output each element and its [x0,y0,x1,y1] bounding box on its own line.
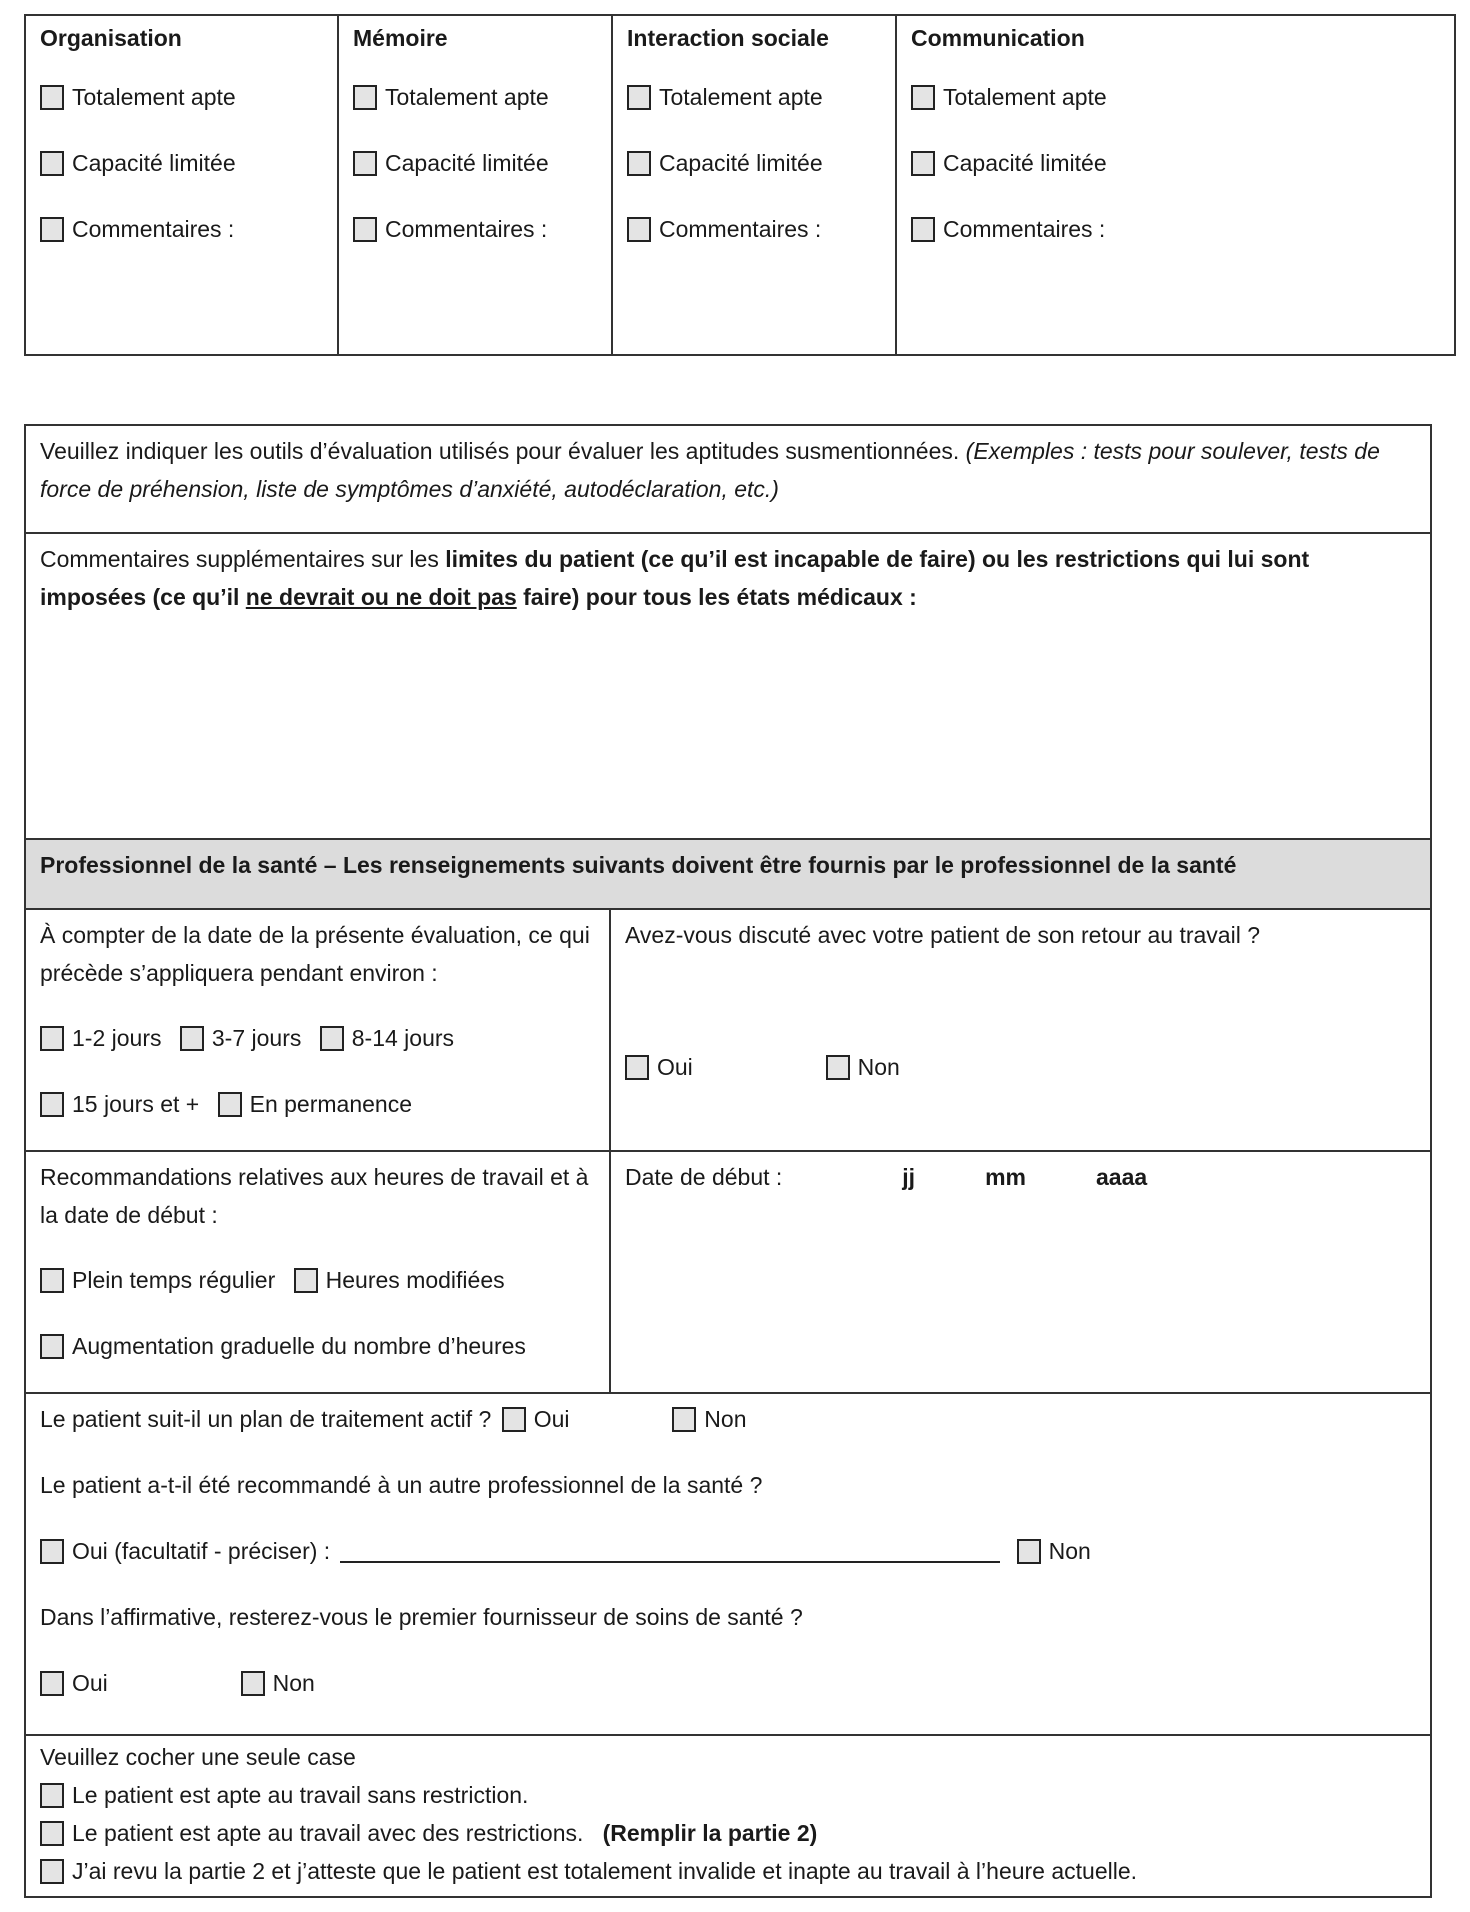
option-label: Totalement apte [385,84,549,110]
column-title: Communication [911,25,1085,51]
option-label: 15 jours et + [72,1091,200,1117]
duration-options-row-1 [40,1018,595,1058]
checkbox[interactable] [353,217,377,242]
duration-label: À compter de la date de la présente évaluation, ce qui précède s’appliquera pendant environ : [40,922,590,986]
referral-yes-checkbox[interactable] [40,1539,64,1564]
option-label: Heures modifiées [325,1267,505,1293]
hours-label: Recommandations relatives aux heures de travail et à la date de début : [40,1164,589,1228]
column-communication [897,16,1454,354]
option-label: Totalement apte [72,84,236,110]
option-label: Capacité limitée [659,150,823,176]
option-label: Oui [72,1670,108,1696]
duration-cell [26,910,611,1150]
section-header: Professionnel de la santé – Les renseignements suivants doivent être fournis par le professionnel de la santé [26,840,1430,910]
hours-options-row-1 [40,1260,595,1300]
referral-specify-input[interactable] [340,1537,1000,1563]
duration-rtw-row [26,910,1430,1152]
option-label: Plein temps régulier [72,1267,276,1293]
duration-options-row-2 [40,1084,595,1124]
primary-provider-no-checkbox[interactable] [241,1671,265,1696]
option-label: Commentaires : [72,216,235,242]
hours-start-date-row [26,1152,1430,1394]
option-label: Le patient est apte au travail sans restriction. [72,1782,529,1808]
fitness-option-2-checkbox[interactable] [40,1821,64,1846]
limitations-label: Commentaires supplémentaires sur les [40,546,446,572]
rtw-yes-checkbox[interactable] [625,1055,649,1080]
option-label: J’ai revu la partie 2 et j’atteste que le patient est totalement invalide et inapte au travail à l’heure actuelle. [72,1858,1138,1884]
option-note: (Remplir la partie 2) [602,1820,818,1846]
checkbox[interactable] [911,151,935,176]
option-label: Capacité limitée [72,150,236,176]
option-label: 1-2 jours [72,1025,162,1051]
treatment-no-checkbox[interactable] [672,1407,696,1432]
start-date-day[interactable]: jj [902,1164,916,1190]
option-label: Totalement apte [943,84,1107,110]
checkbox[interactable] [353,85,377,110]
option-label: Oui (facultatif - préciser) : [72,1538,331,1564]
column-memoire [339,16,613,354]
referral-label: Le patient a-t-il été recommandé à un autre professionnel de la santé ? [40,1472,763,1498]
fitness-option-1-checkbox[interactable] [40,1783,64,1808]
start-date-label: Date de début : [625,1164,783,1190]
option-label: 8-14 jours [351,1025,455,1051]
ability-grid [24,14,1456,356]
option-label: 3-7 jours [211,1025,302,1051]
option-label: Oui [533,1406,570,1432]
start-date-year[interactable]: aaaa [1095,1164,1148,1190]
treatment-referral-row [26,1394,1430,1736]
checkbox[interactable] [40,1092,64,1117]
option-label: Augmentation graduelle du nombre d’heures [72,1333,526,1359]
checkbox[interactable] [627,151,651,176]
option-label: Oui [657,1054,693,1080]
start-date-cell[interactable] [611,1152,1430,1392]
assessment-tools-examples: (Exemples : tests pour soulever, tests de force de préhension, liste de symptômes d’anxiété, autodéclaration, etc.) [40,438,1380,502]
referral-no-checkbox[interactable] [1017,1539,1041,1564]
assessment-tools-label: Veuillez indiquer les outils d’évaluation utilisés pour évaluer les aptitudes susmentionnées. [40,438,966,464]
hours-cell [26,1152,611,1392]
rtw-discussed-label: Avez-vous discuté avec votre patient de son retour au travail ? [625,922,1260,948]
treatment-label: Le patient suit-il un plan de traitement actif ? [40,1406,492,1432]
column-interaction-sociale [613,16,897,354]
option-label: Capacité limitée [385,150,549,176]
option-label: Non [1048,1538,1091,1564]
checkbox[interactable] [294,1268,318,1293]
checkbox[interactable] [40,85,64,110]
fitness-option-3-checkbox[interactable] [40,1859,64,1884]
hours-options-row-2 [40,1326,595,1366]
option-label: En permanence [249,1091,412,1117]
option-label: Commentaires : [659,216,822,242]
assessment-tools-field[interactable] [26,426,1430,534]
checkbox[interactable] [40,151,64,176]
treatment-yes-checkbox[interactable] [502,1407,526,1432]
option-label: Non [272,1670,315,1696]
primary-provider-yes-checkbox[interactable] [40,1671,64,1696]
limitations-field[interactable] [26,534,1430,840]
rtw-no-checkbox[interactable] [826,1055,850,1080]
checkbox[interactable] [218,1092,242,1117]
column-title: Organisation [40,25,182,51]
column-title: Interaction sociale [627,25,829,51]
checkbox[interactable] [353,151,377,176]
checkbox[interactable] [320,1026,344,1051]
limitations-label-underlined: ne devrait ou ne doit pas [245,584,517,610]
option-label: Non [704,1406,747,1432]
primary-provider-label: Dans l’affirmative, resterez-vous le premier fournisseur de soins de santé ? [40,1604,803,1630]
checkbox[interactable] [40,217,64,242]
checkbox[interactable] [40,1026,64,1051]
checkbox[interactable] [911,85,935,110]
limitations-label-bold: limites du patient (ce qu’il est incapable de faire) ou les restrictions qui lui sont imposées (ce qu’il [40,546,1310,610]
checkbox[interactable] [627,217,651,242]
fitness-instruction: Veuillez cocher une seule case [40,1744,356,1770]
checkbox[interactable] [627,85,651,110]
checkbox[interactable] [40,1334,64,1359]
option-label: Commentaires : [385,216,548,242]
option-label: Totalement apte [659,84,823,110]
health-professional-form [24,424,1432,1898]
option-label: Le patient est apte au travail avec des restrictions. [72,1820,584,1846]
checkbox[interactable] [40,1268,64,1293]
start-date-month[interactable]: mm [985,1164,1026,1190]
checkbox[interactable] [911,217,935,242]
option-label: Commentaires : [943,216,1106,242]
column-organisation [26,16,339,354]
limitations-label-bold-end: faire) pour tous les états médicaux : [516,584,917,610]
checkbox[interactable] [180,1026,204,1051]
fitness-row [26,1736,1430,1896]
option-label: Non [857,1054,900,1080]
rtw-discussed-cell [611,910,1430,1150]
column-title: Mémoire [353,25,448,51]
option-label: Capacité limitée [943,150,1107,176]
